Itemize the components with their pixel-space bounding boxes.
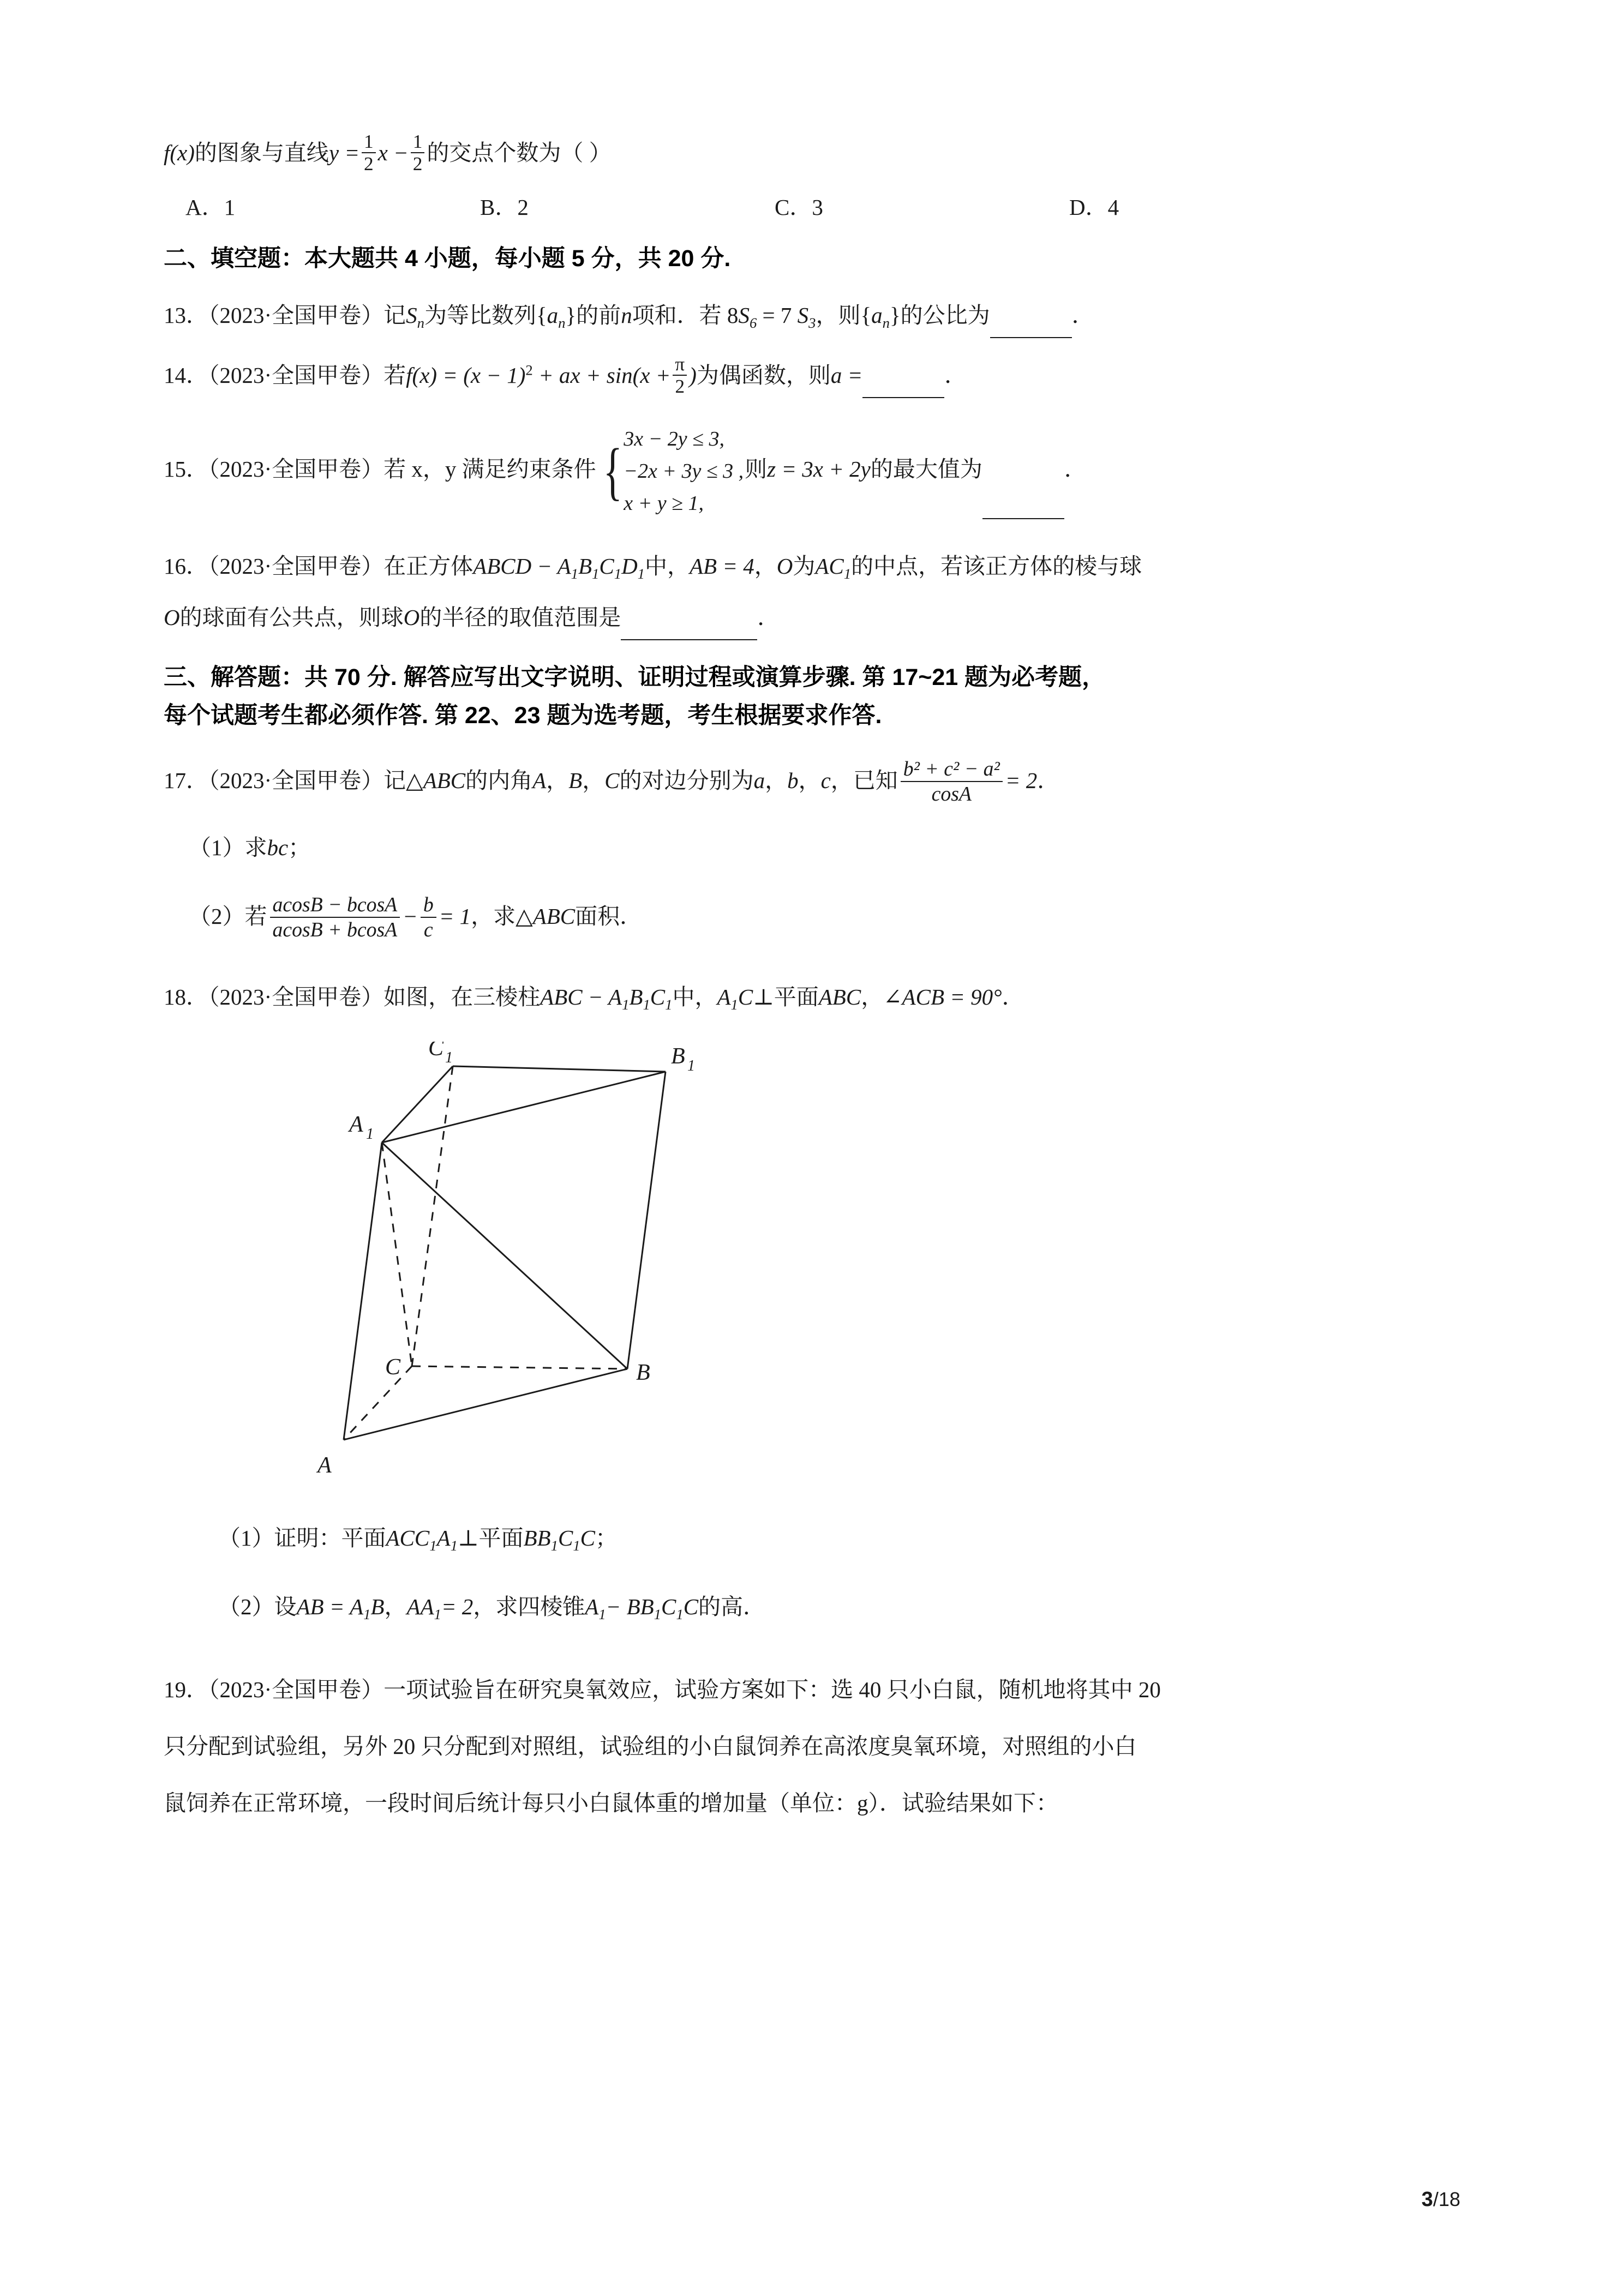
q18-sub1-math-a: ACC (386, 1525, 430, 1550)
question-18 (164, 974, 1462, 1020)
section-two-heading: 二、填空题：本大题共 4 小题，每小题 5 分，共 20 分. (164, 245, 731, 272)
q18-math-a: ABC − A (540, 984, 622, 1009)
q15-ineq-1: 3x − 2y ≤ 3, (624, 427, 725, 450)
q16-line2-math: O (164, 605, 180, 630)
q17-text-e: 的对边分别为 (619, 767, 754, 793)
figure-label-A1: A (349, 1111, 363, 1137)
q18-sub2-math-c4: C (683, 1594, 699, 1620)
q17-math-f: b (787, 767, 799, 793)
choice-a[interactable] (185, 189, 480, 221)
q18-sub1-math-b3: C (580, 1525, 595, 1550)
page-number: 3 (1421, 2188, 1433, 2211)
q13-math-f: a (871, 302, 883, 328)
q17-sub2-math2: ABC (532, 903, 576, 929)
question-15 (164, 423, 1462, 520)
q18-sub1-math-b: BB (523, 1525, 551, 1550)
q13-number: 13． (164, 302, 208, 328)
q17-number: 17． (164, 767, 208, 793)
q18-sub2-label: （2） (218, 1594, 274, 1620)
question-16 (164, 543, 1462, 589)
q17-sub2-text2: ，求△ (471, 903, 533, 929)
q13-math-d-sub: 6 (749, 314, 757, 331)
q16-math-a: ABCD − A (473, 554, 571, 579)
q19-number: 19． (164, 1676, 208, 1702)
svg-text:1: 1 (366, 1125, 374, 1143)
q18-sub2-math-c3-sub: 1 (676, 1606, 684, 1623)
q16-line2-text2: 的半径的取值范围是 (420, 605, 621, 630)
q17-fraction (901, 757, 1003, 807)
q18-sub1-math-b-sub: 1 (550, 1537, 558, 1554)
figure-label-B1: B (671, 1043, 685, 1069)
q16-sub2: 1 (592, 566, 600, 582)
q17-sub2-frac-den: acosB + bcosA (272, 918, 398, 942)
q14-math-a: f(x) = (x − 1) (406, 362, 526, 388)
q18-math-b2: C (738, 984, 753, 1009)
question-17 (164, 757, 1462, 807)
frac-num-a: 1 (362, 131, 376, 153)
q16-text-a: 在正方体 (383, 554, 474, 579)
q16-mid2: C (599, 554, 614, 579)
q18-text-d: ，∠ (861, 984, 902, 1009)
question-18-part-2 (218, 1584, 1462, 1630)
q17-sub2-minus: − (403, 903, 418, 929)
stem-text-2: 的交点个数为（ ） (427, 140, 612, 166)
q14-math-a-sup: 2 (525, 362, 533, 378)
choice-c[interactable] (775, 189, 1069, 221)
fraction-one-half-b (411, 131, 425, 175)
choice-c-value: 3 (812, 194, 823, 220)
q16-text-b: 中， (645, 554, 690, 579)
q14-text-b: 为偶函数，则 (696, 362, 831, 388)
q18-sub1-end: ； (595, 1525, 618, 1550)
q18-sub1-label: （1） (218, 1525, 274, 1550)
question-19-line2 (164, 1722, 1462, 1770)
choice-c-label: C． (775, 194, 812, 220)
q18-sub1-math-a-sub: 1 (429, 1537, 437, 1554)
page-separator: / (1433, 2188, 1439, 2210)
q17-text-b: 的内角 (465, 767, 533, 793)
page-footer (1422, 2188, 1460, 2211)
q18-sub2-text2: ， (384, 1594, 407, 1620)
page-content (164, 131, 1462, 1827)
q13-answer-blank[interactable] (990, 314, 1072, 338)
question-12-choices (185, 189, 1462, 221)
choice-b-value: 2 (517, 194, 529, 220)
q18-sub2-math-c-sub: 1 (598, 1606, 606, 1623)
q19-line2: 只分配到试验组，另外 20 只分配到对照组，试验组的小白鼠饲养在高浓度臭氧环境，对照组的小白 (164, 1733, 1137, 1759)
q17-sub2-frac2-den: c (423, 918, 433, 942)
q17-sub2-text3: 面积． (575, 903, 643, 929)
function-fx: f(x) (164, 140, 195, 166)
fraction-one-half-a (362, 131, 376, 175)
q17-frac-den: cosA (931, 783, 972, 806)
q16-math-c: O (776, 554, 793, 579)
q17-math-g: c (820, 767, 831, 793)
q17-text-c: ， (546, 767, 569, 793)
q17-math-e: a (753, 767, 765, 793)
q16-answer-blank[interactable] (621, 617, 757, 641)
q18-math-d: ACB (902, 984, 944, 1009)
q16-text-d: 为 (793, 554, 816, 579)
equation-y: y = (328, 140, 360, 166)
q16-mid3: D (621, 554, 638, 579)
question-14 (164, 352, 1462, 398)
q17-math-c: B (568, 767, 583, 793)
frac-den-a: 2 (364, 153, 374, 175)
q18-text-c: ⊥平面 (753, 984, 819, 1009)
q17-sub2-text: 若 (244, 903, 267, 929)
q18-sub2-text3: ，求四棱锥 (473, 1594, 585, 1620)
q17-math-h: = 2 (1005, 767, 1038, 793)
q13-text-end: ． (1071, 302, 1094, 328)
q15-system-of-inequalities (597, 423, 744, 520)
q17-math-d: C (604, 767, 620, 793)
left-brace: { (603, 435, 622, 507)
svg-text:1: 1 (445, 1049, 453, 1066)
q16-text-e: 的中点，若该正方体的棱与球 (851, 554, 1142, 579)
q18-sub2-math-c3: C (661, 1594, 676, 1620)
choice-d[interactable] (1069, 189, 1364, 221)
q17-frac-num: b² + c² − a² (901, 757, 1003, 783)
q18-source: （2023·全国甲卷） (208, 984, 384, 1009)
q18-mid2: C (650, 984, 666, 1009)
q13-text-f: ，则{ (816, 302, 872, 328)
q18-number: 18． (164, 984, 208, 1009)
q18-text-b: 中， (672, 984, 717, 1009)
q13-math-a-sub: n (417, 314, 424, 331)
q14-math-c: ) (689, 362, 697, 388)
question-17-part-2 (189, 893, 1462, 942)
choice-b[interactable] (480, 189, 775, 221)
q17-text-h: ，已知 (830, 767, 898, 793)
question-19 (164, 1666, 1462, 1714)
q18-text-end: ． (1002, 984, 1024, 1009)
q18-sub2-text4: 的高． (698, 1594, 766, 1620)
q18-math-b-sub: 1 (730, 996, 738, 1013)
fraction-pi-over-two (673, 353, 687, 398)
q15-math-a: z = 3x + 2y (767, 456, 871, 482)
q16-mid1: B (578, 554, 592, 579)
q18-sub1: 1 (622, 996, 630, 1013)
q18-sub1-math-b2: C (558, 1525, 573, 1550)
q16-math-d: AC (815, 554, 844, 579)
question-13 (164, 292, 1462, 338)
question-12-stem (164, 131, 1462, 175)
q17-sub2-eq: = 1 (439, 903, 471, 929)
q15-number: 15． (164, 456, 208, 482)
q17-sub1-label: （1） (189, 834, 245, 860)
q18-sub2-math-b2: = 2 (441, 1594, 474, 1620)
q17-sub2-fraction-2 (421, 893, 436, 942)
q16-sub4: 1 (637, 566, 645, 582)
q17-sub2-frac-num: acosB − bcosA (270, 893, 400, 918)
q13-text-c: }的前 (565, 302, 621, 328)
q16-sub3: 1 (614, 566, 622, 582)
q18-sub3: 1 (665, 996, 673, 1013)
q18-sub2-math-a2: B (370, 1594, 385, 1620)
q16-line2-text: 的球面有公共点，则球 (179, 605, 404, 630)
q18-sub1-math-a2: A (436, 1525, 451, 1550)
q14-frac-den: 2 (675, 376, 685, 397)
q18-sub2-math-b: AA (406, 1594, 434, 1620)
q15-source: （2023·全国甲卷） (208, 456, 384, 482)
figure-label-C: C (385, 1354, 401, 1380)
section-three-heading-line1: 三、解答题：共 70 分. 解答应写出文字说明、证明过程或演算步骤. 第 17~21 题为必考题， (164, 664, 1106, 691)
q17-text-g: ， (798, 767, 821, 793)
q18-sub1-text: 证明：平面 (274, 1525, 386, 1550)
choice-a-label: A． (185, 194, 224, 220)
q13-text-d: 项和．若 8 (632, 302, 739, 328)
q16-text-c: ， (754, 554, 777, 579)
choice-d-value: 4 (1107, 194, 1119, 220)
q17-text-d: ， (582, 767, 605, 793)
q13-math-e: S (797, 302, 809, 328)
q13-text-g: }的公比为 (889, 302, 990, 328)
question-18-part-1 (218, 1516, 1462, 1561)
page-total: 18 (1438, 2188, 1460, 2210)
q13-math-c: n (621, 302, 632, 328)
svg-text:1: 1 (687, 1057, 695, 1074)
q18-sub2: 1 (643, 996, 650, 1013)
q13-source: （2023·全国甲卷） (208, 302, 384, 328)
q15-answer-blank[interactable] (982, 496, 1064, 520)
q13-math-f-sub: n (882, 314, 890, 331)
q17-sub2-label: （2） (189, 903, 245, 929)
choice-d-label: D． (1069, 194, 1108, 220)
q18-sub1-math-a2-sub: 1 (450, 1537, 458, 1554)
q16-line2-end: ． (757, 605, 780, 630)
question-17-part-1 (189, 825, 1462, 870)
choice-a-value: 1 (224, 194, 236, 220)
q13-math-d: S (738, 302, 750, 328)
q14-text-a: 若 (383, 362, 406, 388)
q19-line1: 一项试验旨在研究臭氧效应，试验方案如下：选 40 只小白鼠，随机地将其中 20 (383, 1676, 1161, 1702)
q13-text-a: 记 (383, 302, 406, 328)
q14-frac-num: π (673, 353, 687, 376)
q18-sub2-math-b-sub: 1 (434, 1606, 441, 1623)
q14-source: （2023·全国甲卷） (208, 362, 384, 388)
q16-source: （2023·全国甲卷） (208, 554, 384, 579)
q18-sub2-math-c2-sub: 1 (654, 1606, 661, 1623)
q18-math-c: ABC (818, 984, 861, 1009)
q17-sub2-fraction-1 (270, 893, 400, 942)
q18-sub2-math-a-sub: 1 (363, 1606, 371, 1623)
q17-source: （2023·全国甲卷） (208, 767, 384, 793)
q17-text-a: 记△ (383, 767, 423, 793)
q19-line3: 鼠饲养在正常环境，一段时间后统计每只小白鼠体重的增加量（单位：g）．试验结果如下： (164, 1790, 1058, 1816)
q14-answer-blank[interactable] (862, 374, 944, 398)
q16-math-d-sub: 1 (843, 566, 852, 582)
q13-math-a: S (406, 302, 417, 328)
q13-text-b: 为等比数列{ (424, 302, 547, 328)
q17-sub2-frac2-num: b (421, 893, 436, 918)
q16-line2-math2: O (403, 605, 420, 630)
q17-text-end: ． (1037, 767, 1060, 793)
q17-sub1-end: ； (288, 834, 311, 860)
question-16-line2 (164, 594, 1462, 640)
q15-text-c: 的最大值为 (870, 456, 982, 482)
q18-math-e: = 90° (950, 984, 1002, 1009)
frac-num-b: 1 (411, 131, 425, 153)
section-three-heading-line2: 每个试题考生都必须作答. 第 22、23 题为选考题，考生根据要求作答. (164, 702, 882, 729)
q17-sub1-math: bc (267, 834, 289, 860)
q17-sub1-text: 求 (244, 834, 267, 860)
q15-ineq-3: x + y ≥ 1, (624, 491, 704, 515)
q13-text-e: = 7 (762, 302, 792, 328)
q15-text-b: 则 (745, 456, 768, 482)
q18-sub2-math-a: AB = A (296, 1594, 364, 1620)
q14-text-end: ． (944, 362, 967, 388)
q14-math-d: a = (830, 362, 863, 388)
q18-sub2-text: 设 (274, 1594, 297, 1620)
q16-number: 16． (164, 554, 208, 579)
question-19-line3 (164, 1779, 1462, 1827)
q18-sub2-math-c: A (585, 1594, 599, 1620)
prism-diagram (289, 1042, 889, 1494)
choice-b-label: B． (480, 194, 518, 220)
q19-source: （2023·全国甲卷） (208, 1676, 384, 1702)
q18-math-b: A (717, 984, 731, 1009)
stem-text-1: 的图象与直线 (194, 140, 329, 166)
q18-sub1-math-b2-sub: 1 (573, 1537, 580, 1554)
q17-text-f: ， (765, 767, 788, 793)
frac-den-b: 2 (412, 153, 423, 175)
q14-math-b: + ax + sin(x + (538, 362, 671, 388)
frac-var-a: x − (377, 140, 409, 166)
q17-math-a: ABC (423, 767, 466, 793)
q18-sub2-math-c2: − BB (606, 1594, 654, 1620)
q17-math-b: A (532, 767, 547, 793)
q13-math-e-sub: 3 (808, 314, 816, 331)
q15-text-a: 若 x，y 满足约束条件 (383, 456, 596, 482)
q18-sub1-perp: ⊥平面 (457, 1525, 524, 1550)
figure-label-A: A (317, 1452, 332, 1478)
q15-text-end: ． (1064, 456, 1087, 482)
q13-math-b: a (547, 302, 559, 328)
q14-number: 14． (164, 362, 208, 388)
figure-label-B: B (636, 1360, 650, 1385)
figure-label-C1: C (428, 1041, 444, 1061)
question-18-figure (164, 1042, 1462, 1497)
q15-ineq-2: −2x + 3y ≤ 3 , (624, 459, 744, 483)
q18-mid1: B (629, 984, 643, 1009)
q16-sub1: 1 (571, 566, 578, 582)
q13-math-b-sub: n (558, 314, 566, 331)
q18-text-a: 如图，在三棱柱 (383, 984, 541, 1009)
q15-system-rows (624, 423, 744, 520)
section-three-heading (164, 659, 1462, 735)
q16-math-b: AB = 4 (690, 554, 754, 579)
